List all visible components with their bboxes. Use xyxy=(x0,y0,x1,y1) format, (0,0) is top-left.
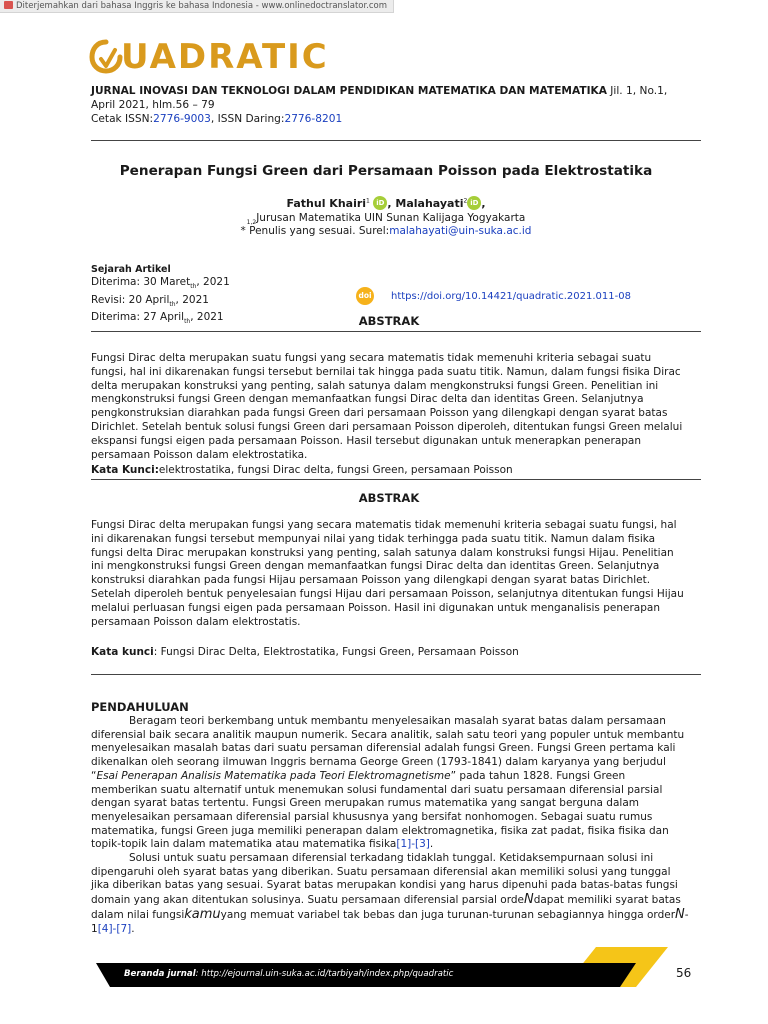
email-link[interactable]: malahayati@uin-suka.ac.id xyxy=(389,225,532,237)
page-number: 56 xyxy=(676,966,692,980)
footer-url[interactable]: : http://ejournal.uin-suka.ac.id/tarbiyah/index.php/quadratic xyxy=(195,969,454,979)
footer-label: Beranda jurnal xyxy=(124,969,196,979)
journal-logo xyxy=(91,37,329,77)
abstract-body-2: Fungsi Dirac delta merupakan fungsi yang secara matematis tidak memenuhi kriteria sebagai suatu fungsi, hal ini dikarenakan fungsi tersebut mempunyai nilai yang tidak terhingga pada suatu titik. Namun dalam fisika fungsi delta Dirac merupakan konstruksi yang penting, salah satunya dalam konstruksi fungsi Hijau. Penelitian ini mengkonstruksi fungsi Green dengan memanfaatkan fungsi Dirac delta dan identitas Green. Selanjutnya konstruksi diarahkan pada fungsi Hijau persamaan Poisson yang dilengkapi dengan syarat batas Dirichlet. Setelah diperoleh bentuk penyelesaian fungsi Hijau dari persamaan Poisson, selanjutnya ditentukan fungsi Hijau melalui perluasan fungsi eigen pada persamaan Poisson. Hasil ini digunakan untuk menganalisis penerapan persamaan Poisson dalam elektrostatis. xyxy=(91,519,684,628)
intro-paragraph-1: Beragam teori berkembang untuk membantu menyelesaikan masalah syarat batas dalam persamaan diferensial baik secara analitik maupun numerik. Secara analitik, salah satu teori yang populer untuk membantu menyelesaikan masalah batas dari suatu persaman diferensial adalah fungsi Green. Fungsi Green pertama kali dikenalkan oleh seorang ilmuwan Inggris bernama George Green (1793-1841) dalam karyanya yang berjudul “Esai Penerapan Analisis Matematika pada Teori Elektromagnetisme” pada tahun 1828. Fungsi Green memberikan suatu alternatif untuk menemukan solusi fundamental dari suatu persamaan diferensial parsial dengan syarat batas tertentu. Fungsi Green merupakan rumus matematika yang sangat berguna dalam menyelesaikan persamaan diferensial parsial khususnya yang bersifat nonhomogen. Sebagai suatu rumus matematika, fungsi Green juga memiliki penerapan dalam elektromagnetika, fisika zat padat, fisika fisika dan topik-topik lain dalam matematika atau matematika fisika[1]-[3]. xyxy=(91,715,685,851)
online-issn-label: , ISSN Daring: xyxy=(210,113,285,125)
doi-link[interactable]: https://doi.org/10.14421/quadratic.2021.011-08 xyxy=(391,291,631,302)
keywords-label: Kata Kunci: xyxy=(91,464,159,476)
journal-volume: Jil. 1, No.1, April 2021, hlm.56 – 79 xyxy=(91,85,668,111)
orcid-icon[interactable]: iD xyxy=(467,196,481,210)
author-end: , xyxy=(481,197,486,210)
received-date: Diterima: 30 Maret$_{th}$, 2021 xyxy=(91,276,230,291)
q-logo-icon xyxy=(91,40,121,74)
revised-date: Revisi: 20 April$_{th}$, 2021 xyxy=(91,293,209,308)
abstract-divider xyxy=(91,479,701,480)
translator-banner[interactable] xyxy=(0,0,394,13)
journal-info xyxy=(91,84,691,126)
author-line xyxy=(91,196,681,210)
history-heading: Sejarah Artikel xyxy=(91,264,171,275)
print-issn-label: Cetak ISSN: xyxy=(91,113,154,125)
citation-link[interactable]: [4]-[7] xyxy=(97,922,132,935)
accepted-date: Diterima: 27 April$_{th}$, 2021 xyxy=(91,310,224,325)
orcid-icon[interactable]: iD xyxy=(373,196,387,210)
doi-icon: doi xyxy=(356,287,374,305)
intro-body xyxy=(91,715,691,936)
journal-name: JURNAL INOVASI DAN TEKNOLOGI DALAM PENDIDIKAN MATEMATIKA DAN MATEMATIKA xyxy=(91,85,607,97)
affiliation-text: Jurusan Matematika UIN Sunan Kalijaga Yogyakarta xyxy=(256,212,526,224)
banner-text: Diterjemahkan dari bahasa Inggris ke bahasa Indonesia - www.onlinedoctranslator.com xyxy=(16,1,388,11)
author-2: , Malahayati xyxy=(387,197,464,210)
abstract-divider xyxy=(91,674,701,675)
author-1-marker: 1 xyxy=(366,197,370,205)
keywords xyxy=(91,464,687,478)
section-heading: PENDAHULUAN xyxy=(91,700,189,714)
keywords-label-2: Kata kunci xyxy=(91,646,154,658)
online-issn-link[interactable]: 2776-8201 xyxy=(284,113,343,125)
footer-homepage xyxy=(124,969,453,979)
footer-band xyxy=(96,947,668,987)
article-title: Penerapan Fungsi Green dari Persamaan Poisson pada Elektrostatika xyxy=(119,163,653,179)
intro-paragraph-2: Solusi untuk suatu persamaan diferensial terkadang tidaklah tunggal. Ketidaksempurnaan solusi ini dipengaruhi oleh syarat batas yang diberikan. Suatu persamaan diferensial akan memiliki solusi yang tunggal jika diberikan batas yang sesuai. Syarat batas merupakan kondisi yang harus dipenuhi pada batas-batas fungsi domain yang akan ditentukan solusinya. Suatu persamaan diferensial parsial ordeNdapat memiliki syarat batas dalam nilai fungsikamuyang memuat variabel tak bebas dan juga turunan-turunan sebagiannya hingga orderN-1[4]-[7]. xyxy=(91,852,689,935)
citation-link[interactable]: [1]-[3] xyxy=(396,838,430,851)
keywords-2 xyxy=(91,646,687,660)
header-divider xyxy=(91,140,701,141)
abstract-body: Fungsi Dirac delta merupakan suatu fungsi yang secara matematis tidak memenuhi kriteria sebagai suatu fungsi, hal ini dikarenakan fungsi tersebut bernilai tak hingga pada suatu titik. Namun, dalam fungsi fisika Dirac delta merupakan konstruksi yang penting, salah satunya dalam mengkonstruksi fungsi Green. Penelitian ini mengkonstruksi fungsi Green dengan memanfaatkan fungsi Dirac delta dan identitas Green. Selanjutnya pengkonstruksian diarahkan pada fungsi Green dari persamaan Poisson yang dilengkapi dengan syarat batas Dirichlet. Setelah bentuk solusi fungsi Green dari persamaan Poisson diperoleh, ditentukan fungsi Green melalui ekspansi fungsi eigen pada persamaan Poisson. Hasil tersebut digunakan untuk menerapkan penerapan persamaan Poisson dalam elektrostatika. xyxy=(91,352,683,461)
logo-text: UADRATIC xyxy=(121,37,329,77)
cited-work-title: Esai Penerapan Analisis Matematika pada Teori Elektromagnetisme xyxy=(96,769,451,782)
affiliation-marker: 1,2 xyxy=(246,219,257,227)
translate-icon xyxy=(4,1,13,9)
corresponding-author xyxy=(91,225,681,237)
abstract-heading-2: ABSTRAK xyxy=(358,491,420,505)
print-issn-link[interactable]: 2776-9003 xyxy=(153,113,211,125)
abstract-heading: ABSTRAK xyxy=(358,314,420,328)
author-2-marker: 2 xyxy=(463,197,468,205)
keywords-text: elektrostatika, fungsi Dirac delta, fungsi Green, persamaan Poisson xyxy=(158,464,513,476)
keywords-text-2: : Fungsi Dirac Delta, Elektrostatika, Fungsi Green, Persamaan Poisson xyxy=(153,646,519,658)
affiliation xyxy=(91,212,681,226)
author-1: Fathul Khairi xyxy=(286,197,367,210)
corresponding-label: * Penulis yang sesuai. Surel: xyxy=(240,225,390,237)
abstract-divider xyxy=(91,331,701,332)
